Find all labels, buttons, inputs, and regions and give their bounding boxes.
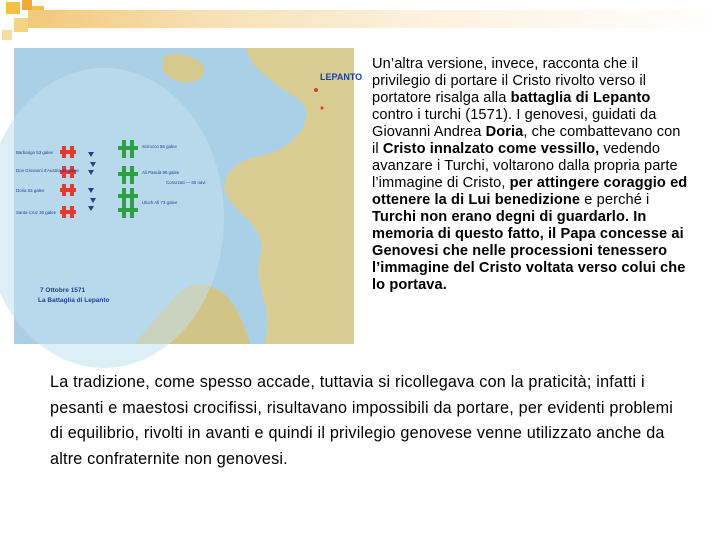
bold-coraggio: per attingere coraggio ed ottenere la di Lui benedizione [372,175,688,208]
map-label-santa-cruz: Santa Cruz 30 galee [16,210,57,215]
map-label-don-giovanni: Don Giovanni d'Austria 62 galee [16,168,79,173]
lepanto-battle-map [14,48,363,344]
text-segment: , che combattevano con il [372,124,681,157]
map-label-uluch-ali: Uluch Alì 73 galee [142,200,178,205]
text-segment: contro i turchi (1571). I genovesi, guidati da Giovanni Andrea [372,107,657,140]
map-label-barbarigo: Barbarigo 53 galee [16,150,54,155]
map-battle-caption: La Battaglia di Lepanto [38,297,110,304]
bold-cristo-vessillo: Cristo innalzato come vessillo, [382,141,600,157]
map-label-scirocco: Scirocco 56 galee [142,144,177,149]
tradition-paragraph: La tradizione, come spesso accade, tuttavia si ricollegava con la praticità; infatti i pesanti e maestosi crocifissi, risultavano impossibili da portare, per evidenti problemi di equilibrio, rivolti in avanti e quindi il privilegio genovese venne utilizzato anche da altre confraternite non genovesi. [50,373,674,468]
bold-battle-of-lepanto: battaglia di Lepanto [510,90,651,106]
map-label-ali-pascia: Ali Pascià 96 galee [142,170,180,175]
lepanto-paragraph [372,56,690,294]
header-bar [28,10,720,28]
text-segment: Un’altra versione, invece, racconta che il privilegio di portare il Cristo rivolto verso il portatore risalga alla [372,56,647,106]
map-label-doria: Doria 53 galee [16,188,45,193]
map-date-caption: 7 Ottobre 1571 [40,287,86,294]
text-segment: e perché i [580,192,650,208]
bold-doria: Doria [485,124,524,140]
map-label-corazzati: Corazzati — 65 navi [166,180,206,185]
bold-turchi-memoria: Turchi non erano degni di guardarlo. In memoria di questo fatto, il Papa concesse ai Genovesi che nelle processioni tenessero l’immagine del Cristo voltata verso colui che lo portava. [372,209,686,293]
text-segment: vedendo avanzare i Turchi, voltarono dalla propria parte l’immagine di Cristo, [372,141,678,191]
map-title-lepanto: LEPANTO [320,72,363,82]
